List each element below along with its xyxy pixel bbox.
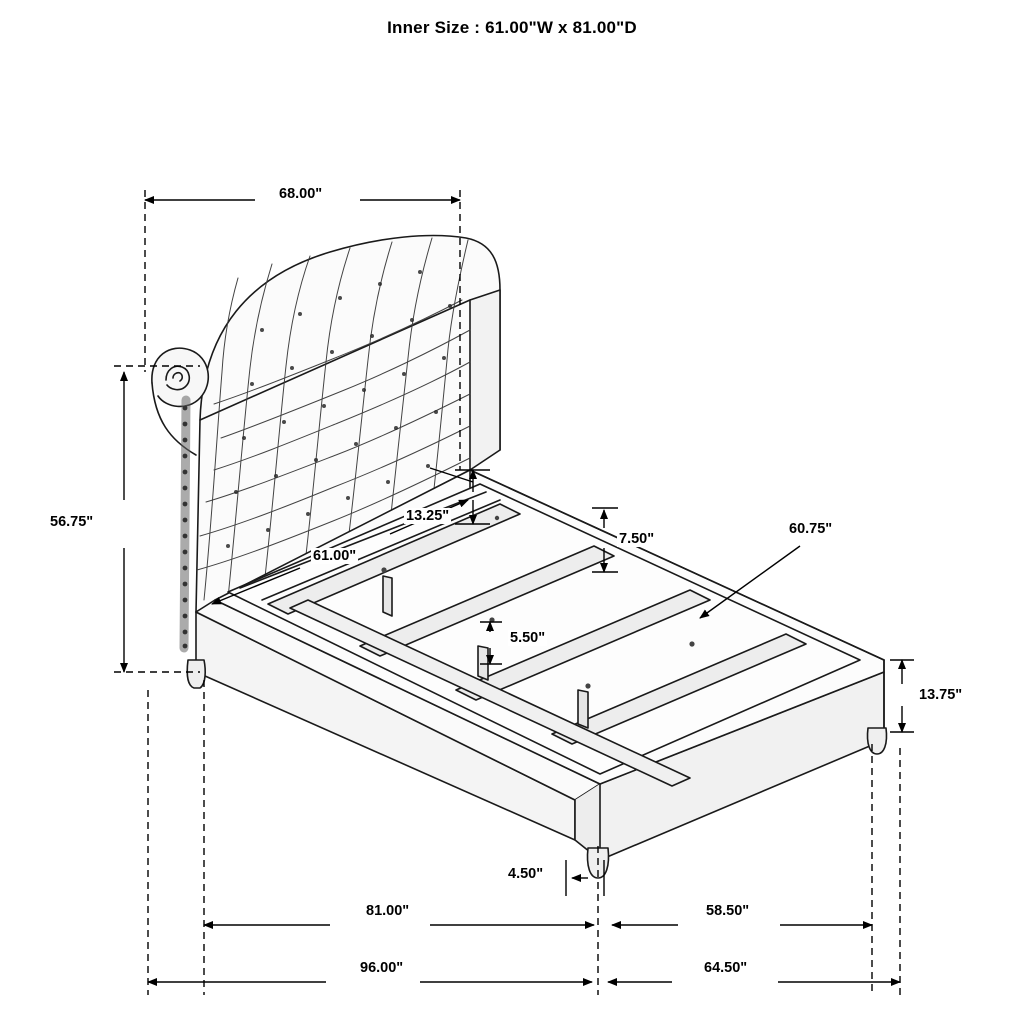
dim-label-deck-height: 7.50" bbox=[619, 531, 655, 547]
page-title: Inner Size : 61.00"W x 81.00"D bbox=[387, 18, 637, 37]
dim-label-overall-side-length: 64.50" bbox=[704, 960, 748, 976]
dim-label-leg-height: 4.50" bbox=[508, 866, 544, 882]
dim-label-center-support-height: 5.50" bbox=[510, 630, 546, 646]
dim-label-slat-gap: 13.25" bbox=[406, 508, 450, 524]
dim-label-headboard-height: 56.75" bbox=[50, 514, 94, 530]
dim-label-side-projection: 58.50" bbox=[706, 903, 750, 919]
dim-label-overall-depth: 96.00" bbox=[360, 960, 404, 976]
dim-label-inner-depth: 81.00" bbox=[366, 903, 410, 919]
dim-label-overall-width-top: 68.00" bbox=[279, 186, 323, 202]
dim-label-side-rail-length: 60.75" bbox=[789, 521, 833, 537]
dim-label-inner-width: 61.00" bbox=[313, 548, 357, 564]
dim-label-rail-depth: 13.75" bbox=[919, 687, 963, 703]
